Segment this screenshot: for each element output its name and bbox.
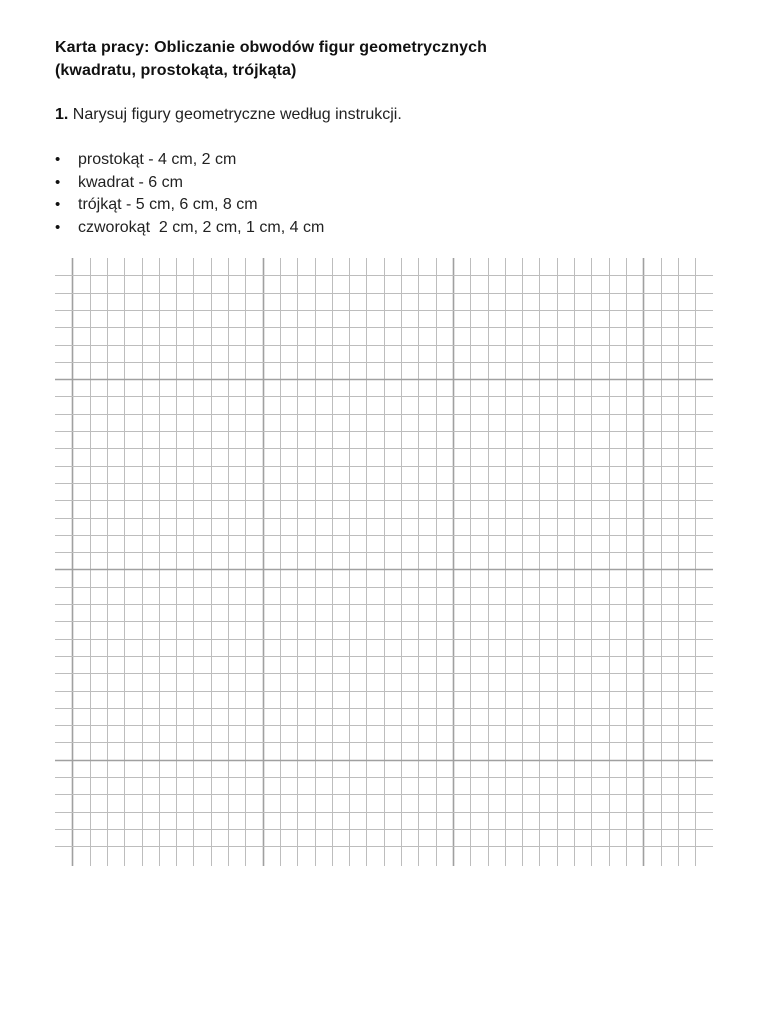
bullet-icon: •	[55, 173, 61, 191]
list-item-text: trójkąt - 5 cm, 6 cm, 8 cm	[78, 196, 258, 213]
list-item-text: prostokąt - 4 cm, 2 cm	[78, 151, 237, 168]
list-item	[55, 194, 324, 217]
figures-list	[55, 149, 324, 239]
grid-paper	[55, 258, 713, 866]
bullet-icon: •	[55, 196, 61, 213]
list-item-text: czworokąt 2 cm, 2 cm, 1 cm, 4 cm	[78, 218, 325, 236]
task-number: 1.	[55, 106, 69, 123]
title-line-2: (kwadratu, prostokąta, trójkąta)	[55, 62, 297, 79]
list-item	[55, 172, 324, 195]
task-instruction	[55, 104, 402, 126]
list-item	[55, 217, 324, 240]
task-text: Narysuj figury geometryczne według instrukcji.	[68, 106, 402, 123]
worksheet-title	[55, 36, 735, 82]
bullet-icon: •	[55, 218, 61, 236]
list-item	[55, 149, 324, 172]
bullet-icon: •	[55, 151, 61, 168]
list-item-text: kwadrat - 6 cm	[78, 173, 183, 191]
grid-paper-svg	[55, 258, 713, 866]
title-line-1: Karta pracy: Obliczanie obwodów figur geometrycznych	[55, 39, 487, 56]
